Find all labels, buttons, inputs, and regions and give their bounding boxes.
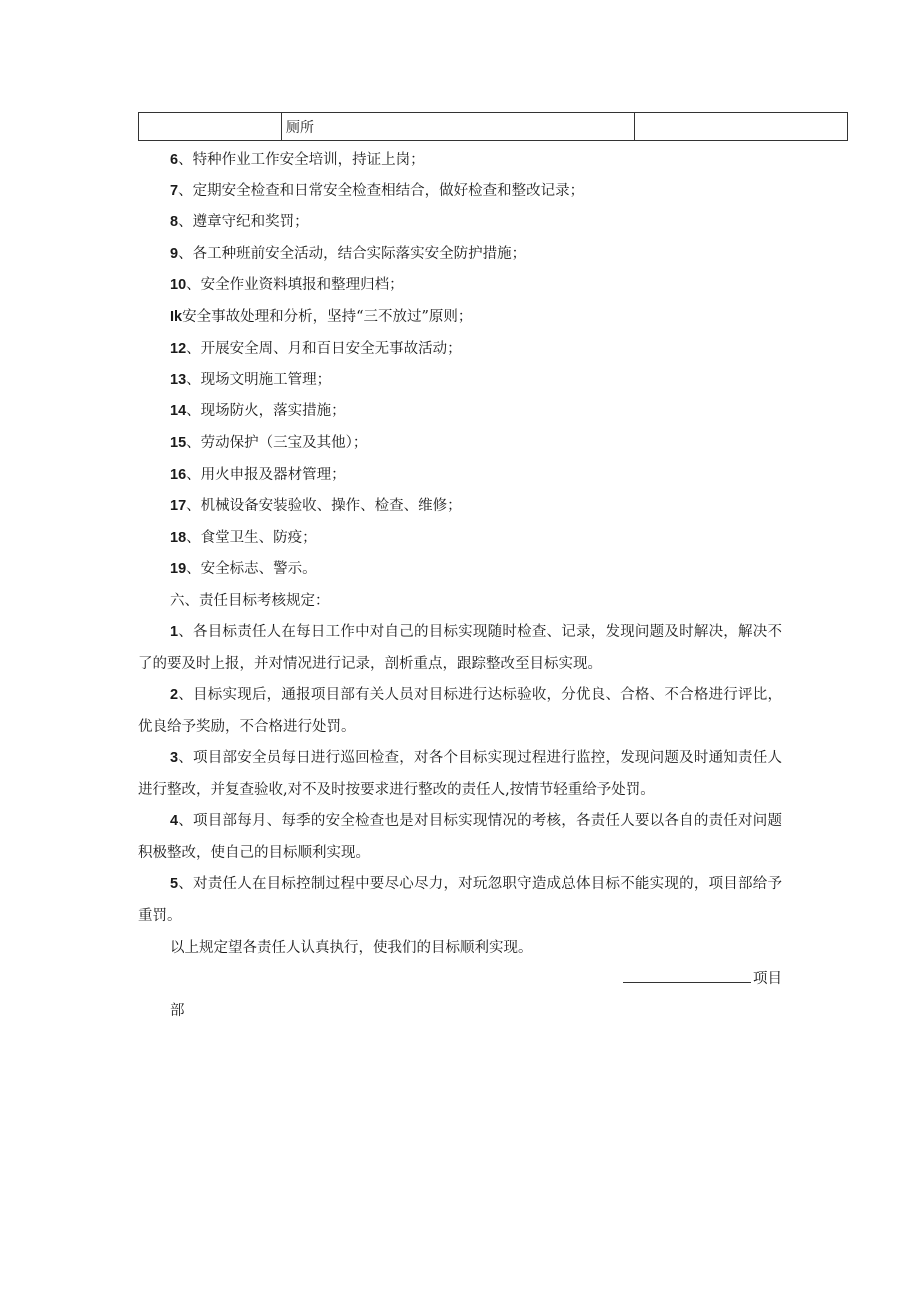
paragraph — [138, 680, 782, 743]
list-item — [170, 150, 425, 170]
item-number: 6 — [170, 152, 179, 168]
list-item — [170, 212, 309, 232]
table-cell — [139, 113, 282, 141]
paragraph — [138, 806, 782, 869]
list-item — [170, 528, 317, 548]
item-text: 、特种作业工作安全培训，持证上岗； — [178, 152, 425, 168]
item-text: 、开展安全周、月和百日安全无事故活动； — [186, 341, 462, 357]
item-number: 13 — [170, 372, 187, 388]
item-number: 14 — [170, 403, 187, 419]
item-number: 7 — [170, 183, 179, 199]
top-table — [138, 112, 848, 141]
paragraph-text: 、对责任人在目标控制过程中要尽心尽力，对玩忽职守造成总体目标不能实现的，项目部给予重罚。 — [138, 876, 782, 924]
table-cell — [635, 113, 848, 141]
item-text: 、安全作业资料填报和整理归档； — [186, 277, 404, 293]
signature-line — [623, 968, 782, 989]
item-number: 15 — [170, 435, 187, 451]
list-item — [170, 339, 462, 359]
signature-continuation: 部 — [170, 1003, 185, 1019]
item-text: 、遵章守纪和奖罚； — [178, 214, 309, 230]
list-item — [170, 401, 346, 421]
item-number: 12 — [170, 341, 187, 357]
list-item — [170, 181, 584, 201]
paragraph-number: 1 — [170, 624, 179, 640]
signature-blank — [623, 968, 751, 983]
paragraph-text: 、项目部每月、每季的安全检查也是对目标实现情况的考核，各责任人要以各自的责任对问题积极整改，使自己的目标顺利实现。 — [138, 813, 782, 861]
item-number: 18 — [170, 530, 187, 546]
item-text: 、劳动保护（三宝及其他）； — [186, 435, 368, 451]
paragraph-text: 、各目标责任人在每日工作中对自己的目标实现随时检查、记录，发现问题及时解决，解决不了的要及时上报，并对情况进行记录，剖析重点，跟踪整改至目标实现。 — [138, 624, 782, 672]
item-number: 19 — [170, 561, 187, 577]
signature-label: 项目 — [753, 971, 782, 987]
list-item — [170, 465, 346, 485]
paragraph-number: 3 — [170, 750, 179, 766]
paragraph — [138, 743, 782, 806]
item-text: 、现场文明施工管理； — [186, 372, 332, 388]
paragraph-text: 、目标实现后，通报项目部有关人员对目标进行达标验收，分优良、合格、不合格进行评比，优良给予奖励，不合格进行处罚。 — [138, 687, 782, 735]
paragraph — [138, 869, 782, 932]
item-text: 、用火申报及器材管理； — [186, 467, 346, 483]
table-cell: 厕所 — [282, 113, 635, 141]
paragraph-number: 4 — [170, 813, 179, 829]
item-text: 、定期安全检查和日常安全检查相结合，做好检查和整改记录； — [178, 183, 585, 199]
item-number: 9 — [170, 246, 179, 262]
item-number: Ik — [170, 309, 183, 325]
item-number: 17 — [170, 498, 187, 514]
item-text: 、各工种班前安全活动，结合实际落实安全防护措施； — [178, 246, 527, 262]
list-item — [170, 433, 367, 453]
item-text: 、食堂卫生、防疫； — [186, 530, 317, 546]
item-number: 10 — [170, 277, 187, 293]
list-item — [170, 559, 317, 579]
list-item — [170, 307, 472, 327]
item-number: 8 — [170, 214, 179, 230]
list-item — [170, 275, 404, 295]
paragraph-text: 、项目部安全员每日进行巡回检查，对各个目标实现过程进行监控，发现问题及时通知责任人进行整改，并复查验收,对不及时按要求进行整改的责任人,按情节轻重给予处罚。 — [138, 750, 782, 798]
item-text: 、机械设备安装验收、操作、检查、维修； — [186, 498, 462, 514]
list-item — [170, 244, 526, 264]
paragraph — [138, 617, 782, 680]
list-item — [170, 496, 462, 516]
item-text: 安全事故处理和分析，坚持“三不放过”原则； — [182, 309, 473, 325]
item-text: 、现场防火，落实措施； — [186, 403, 346, 419]
paragraph-number: 5 — [170, 876, 179, 892]
list-item — [170, 370, 331, 390]
item-number: 16 — [170, 467, 187, 483]
paragraph-number: 2 — [170, 687, 179, 703]
item-text: 、安全标志、警示。 — [186, 561, 317, 577]
section-title: 六、责任目标考核规定： — [170, 593, 330, 609]
closing-text: 以上规定望各责任人认真执行，使我们的目标顺利实现。 — [170, 940, 533, 956]
table-row — [139, 113, 848, 141]
